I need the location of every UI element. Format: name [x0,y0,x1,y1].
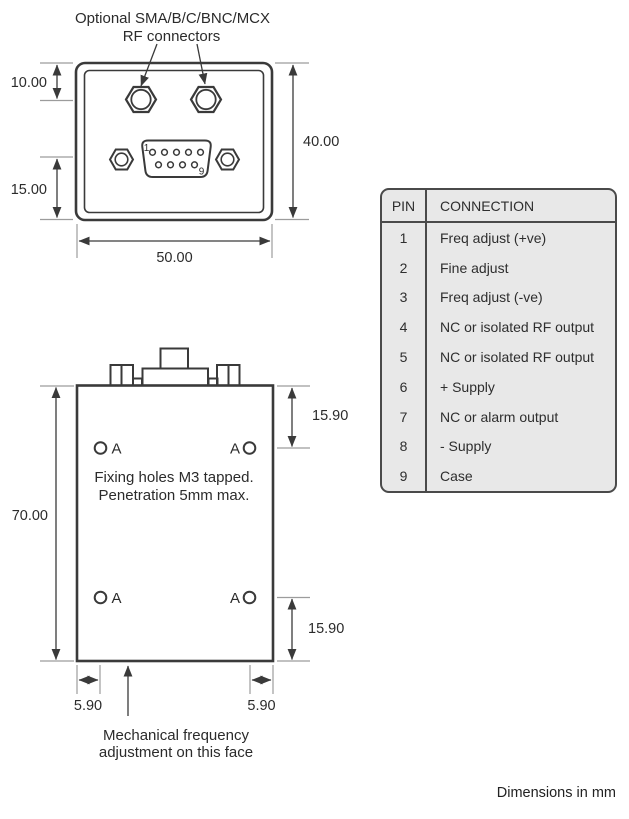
units-note: Dimensions in mm [496,785,616,801]
pin-number: 5 [399,349,408,366]
front-panel-view [76,63,272,220]
hole-label-top-right: A [229,440,240,458]
top-view-extension-lines [40,386,310,694]
dim-label-hole-right: 5.90 [247,698,276,714]
front-view-dimensions [11,63,340,266]
jack-screw-left-icon [110,150,133,170]
table-row [382,283,615,313]
dim-label-hole-bottom: 15.90 [308,621,345,637]
rf-connector-right-icon [191,87,221,112]
pin-number: 1 [399,229,408,246]
rf-callout-line1: Optional SMA/B/C/BNC/MCX [74,10,271,27]
dim-label-hole-top: 15.90 [312,408,349,424]
pin-number: 9 [399,468,408,485]
top-view-dimensions [12,386,349,714]
pin-connection: NC or alarm output [440,408,559,425]
rf-callout-arrow-left [141,44,157,86]
dim-label-rf-offset: 10.00 [10,75,47,91]
fixing-holes [95,442,256,603]
table-column-divider [425,190,427,491]
rf-callout-line2: RF connectors [122,28,221,45]
pin-connection: NC or isolated RF output [440,319,595,336]
fixing-hole-top-right [244,442,256,454]
table-row [382,372,615,402]
table-row [382,431,615,461]
dim-label-panel-width: 50.00 [156,250,193,266]
top-view [77,349,273,662]
pin-connection: - Supply [440,438,492,455]
pin-connection: + Supply [440,378,495,395]
dim-label-hole-left: 5.90 [73,698,103,714]
table-row [382,312,615,342]
hole-label-bottom-right: A [229,590,240,607]
pin-connection: NC or isolated RF output [440,349,595,366]
pin-connection: Freq adjust (+ve) [440,229,547,246]
table-row [382,402,615,432]
front-dimension-arrows [57,65,293,241]
pin-connection: Freq adjust (-ve) [440,289,543,306]
mech-adjust-line1: Mechanical frequency [103,727,249,744]
pin-number: 2 [399,259,408,276]
pin-connection: Fine adjust [440,259,509,276]
db9-pin9-label: 9 [198,166,205,178]
mech-adjust-line2: adjustment on this face [98,744,254,761]
fixing-hole-bottom-left [95,592,107,604]
pin-connection-table [380,188,617,493]
table-header-row [382,190,615,223]
fixing-note-line2: Penetration 5mm max. [98,487,250,504]
table-row [382,461,615,491]
pin-number: 4 [399,319,408,336]
header-connection: CONNECTION [440,197,535,214]
fixing-note-line1: Fixing holes M3 tapped. [94,469,254,486]
dim-label-panel-height: 40.00 [303,134,340,150]
top-view-body [77,386,273,662]
rf-connector-left-icon [126,87,156,112]
rf-connector-callout [75,10,270,86]
dim-label-db9-offset: 15.00 [10,182,47,198]
jack-screw-right-icon [216,150,239,170]
db9-pin1-label: 1 [143,143,150,154]
top-view-connector-profiles [111,349,240,386]
pin-number: 6 [399,378,408,395]
table-row [382,223,615,253]
hole-label-bottom-left: A [111,590,122,607]
top-view-dimension-arrows [56,388,292,681]
fixing-hole-bottom-right [244,592,256,604]
pin-connection: Case [440,468,473,485]
front-extension-lines [40,63,309,258]
table-row [382,342,615,372]
header-pin: PIN [391,197,416,214]
hole-label-top-left: A [111,440,122,458]
pin-number: 8 [399,438,408,455]
pin-number: 7 [399,408,408,425]
dim-label-body-height: 70.00 [11,508,48,524]
db9-connector-icon [142,141,211,178]
fixing-hole-top-left [95,442,107,454]
mech-adjust-callout [99,666,253,761]
pin-number: 3 [399,289,408,306]
table-row [382,253,615,283]
